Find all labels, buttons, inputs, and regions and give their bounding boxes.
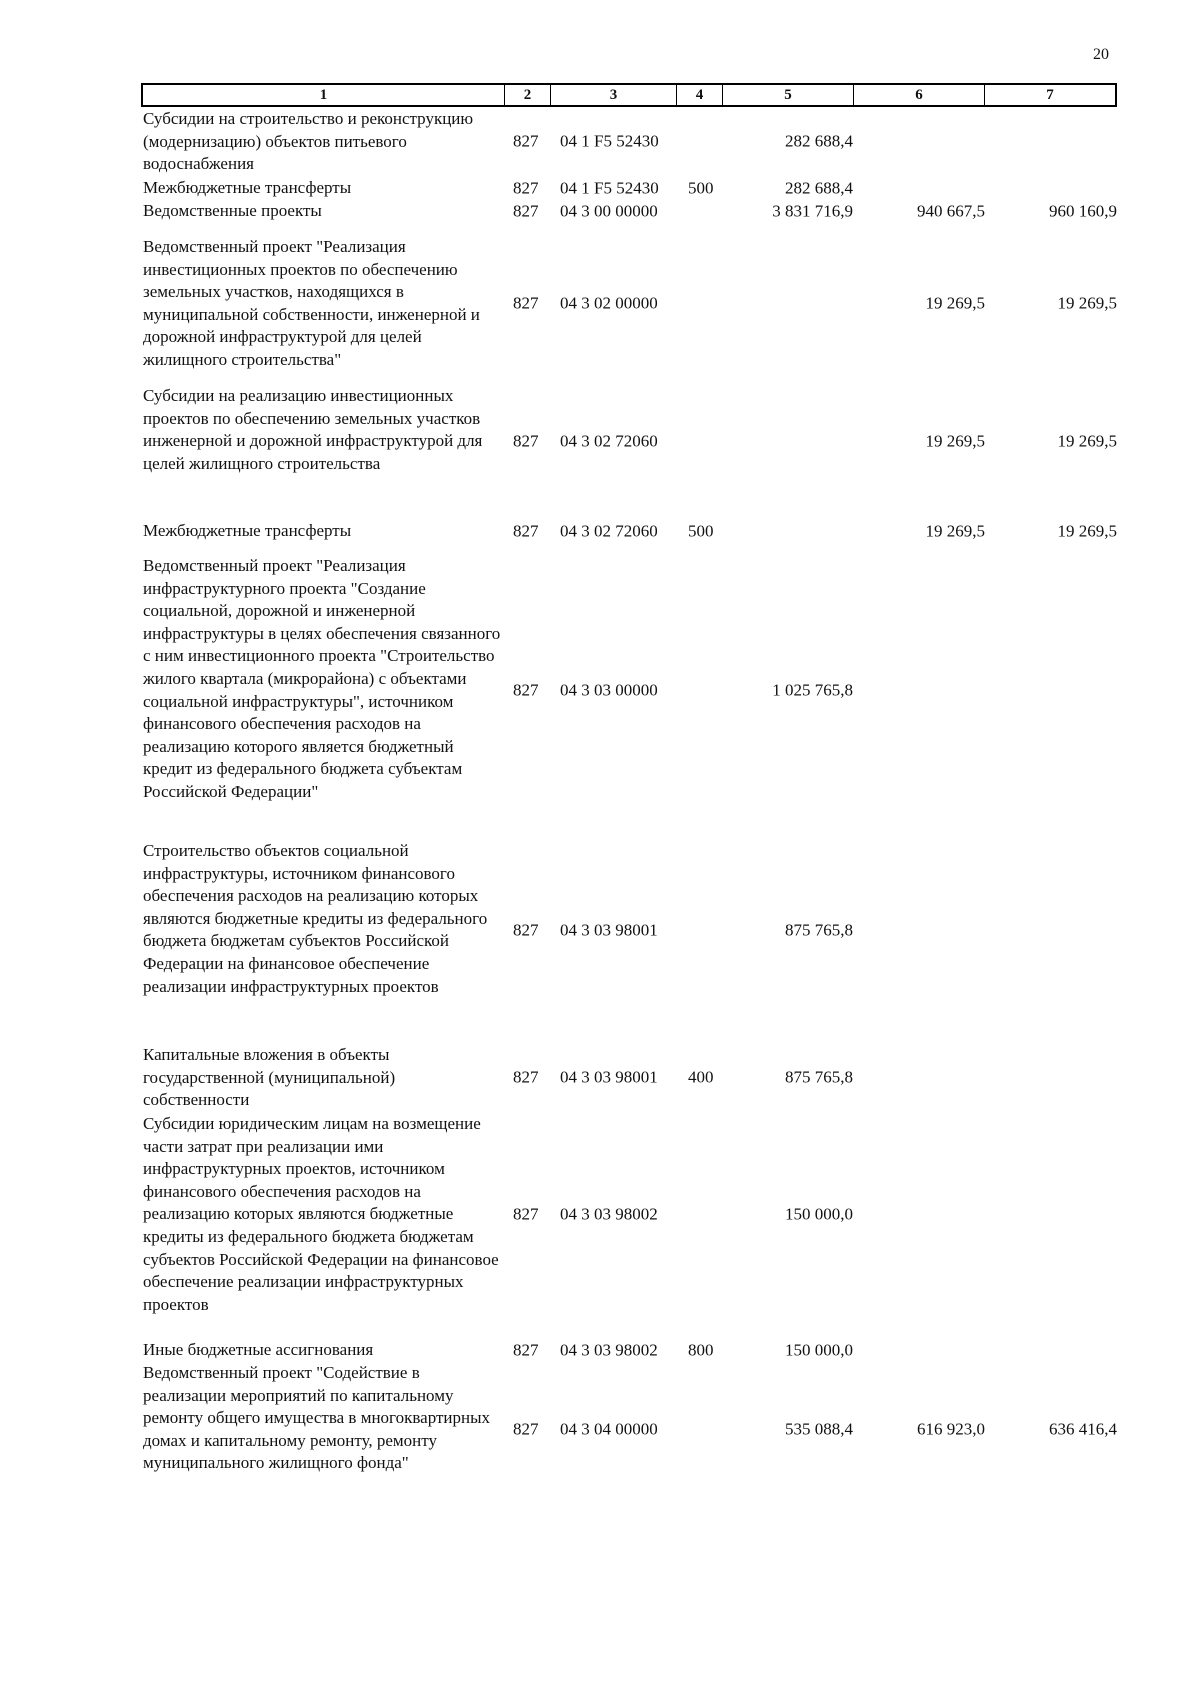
row-csr: 04 3 02 72060 xyxy=(560,521,658,541)
header-col-5: 5 xyxy=(723,85,854,105)
header-col-1: 1 xyxy=(143,85,505,105)
row-vr: 400 xyxy=(688,1067,714,1087)
row-grbs: 827 xyxy=(513,178,539,198)
row-value-5: 3 831 716,9 xyxy=(772,201,853,221)
row-csr: 04 1 F5 52430 xyxy=(560,131,659,151)
table-row xyxy=(0,200,1200,223)
row-value-5: 282 688,4 xyxy=(785,178,853,198)
row-name: Субсидии на строительство и реконструкцию (модернизацию) объектов питьевого водоснабжения xyxy=(143,109,474,174)
row-name: Субсидии на реализацию инвестиционных проектов по обеспечению земельных участков инженерной и дорожной инфраструктурой для целей жилищного строительства xyxy=(143,386,483,473)
row-csr: 04 3 03 98002 xyxy=(560,1204,658,1224)
header-col-7: 7 xyxy=(1046,87,1054,103)
row-value-7: 19 269,5 xyxy=(1057,431,1117,451)
row-csr: 04 3 03 00000 xyxy=(560,680,658,700)
table-row xyxy=(0,1339,1200,1362)
table-row xyxy=(0,236,1200,372)
row-value-5: 1 025 765,8 xyxy=(772,680,853,700)
row-value-5: 150 000,0 xyxy=(785,1340,853,1360)
row-name: Межбюджетные трансферты xyxy=(143,521,352,540)
row-csr: 04 3 03 98001 xyxy=(560,920,658,940)
row-name: Иные бюджетные ассигнования xyxy=(143,1340,374,1359)
row-value-7: 636 416,4 xyxy=(1049,1419,1117,1439)
header-col-4: 4 xyxy=(677,85,723,105)
row-value-7: 19 269,5 xyxy=(1057,521,1117,541)
row-value-5: 875 765,8 xyxy=(785,920,853,940)
table-row xyxy=(0,1113,1200,1317)
table-row xyxy=(0,555,1200,827)
row-value-6: 19 269,5 xyxy=(925,521,985,541)
row-vr: 500 xyxy=(688,521,714,541)
row-csr: 04 3 03 98002 xyxy=(560,1340,658,1360)
row-value-6: 940 667,5 xyxy=(917,201,985,221)
row-name: Строительство объектов социальной инфраструктуры, источником финансового обеспечения расходов на реализацию которых являются бюджетные кредиты из федерального бюджета бюджетам субъектов Российской Федерации на финансовое обеспечение реализации инфраструктурных проектов xyxy=(143,841,488,996)
row-csr: 04 3 00 00000 xyxy=(560,201,658,221)
row-csr: 04 3 02 72060 xyxy=(560,431,658,451)
table-row xyxy=(0,177,1200,200)
row-value-5: 875 765,8 xyxy=(785,1067,853,1087)
row-grbs: 827 xyxy=(513,1067,539,1087)
table-row xyxy=(0,108,1200,176)
row-value-6: 19 269,5 xyxy=(925,431,985,451)
table-row xyxy=(0,1362,1200,1498)
table-row xyxy=(0,385,1200,499)
header-col-6: 6 xyxy=(854,85,985,105)
row-grbs: 827 xyxy=(513,293,539,313)
header-col-3: 3 xyxy=(551,85,677,105)
row-name: Ведомственный проект "Реализация инфраструктурного проекта "Создание социальной, дорожной и инженерной инфраструктуры в целях обеспечения связанного с ним инвестиционного проекта "Строительство жилого квартала (микрорайона) с объектами социальной инфраструктуры", источником финансового обеспечения расходов на реализацию которого является бюджетный кредит из федерального бюджета субъектам Российской Федерации" xyxy=(143,556,501,801)
row-grbs: 827 xyxy=(513,131,539,151)
row-value-6: 616 923,0 xyxy=(917,1419,985,1439)
table-row xyxy=(0,520,1200,543)
row-value-5: 282 688,4 xyxy=(785,131,853,151)
row-grbs: 827 xyxy=(513,521,539,541)
row-csr: 04 3 04 00000 xyxy=(560,1419,658,1439)
row-name: Межбюджетные трансферты xyxy=(143,178,352,197)
row-vr: 500 xyxy=(688,178,714,198)
row-grbs: 827 xyxy=(513,680,539,700)
header-col-2: 2 xyxy=(505,85,551,105)
row-csr: 04 3 02 00000 xyxy=(560,293,658,313)
row-grbs: 827 xyxy=(513,431,539,451)
row-name: Ведомственный проект "Содействие в реализации мероприятий по капитальному ремонту общего имущества в многоквартирных домах и капитальному ремонту, ремонту муниципального жилищного фонда" xyxy=(143,1363,491,1473)
row-value-6: 19 269,5 xyxy=(925,293,985,313)
table-row xyxy=(0,840,1200,1022)
row-name: Субсидии юридическим лицам на возмещение части затрат при реализации ими инфраструктурных проектов, источником финансового обеспечения расходов на реализацию которых являются бюджетные кредиты из федерального бюджета бюджетам субъектов Российской Федерации на финансовое обеспечение реализации инфраструктурных проектов xyxy=(143,1114,499,1314)
row-value-7: 19 269,5 xyxy=(1057,293,1117,313)
row-csr: 04 3 03 98001 xyxy=(560,1067,658,1087)
table-row xyxy=(0,1044,1200,1112)
row-value-5: 150 000,0 xyxy=(785,1204,853,1224)
row-value-7: 960 160,9 xyxy=(1049,201,1117,221)
page-number: 20 xyxy=(1093,46,1109,63)
table-header xyxy=(141,83,1117,107)
row-grbs: 827 xyxy=(513,201,539,221)
row-grbs: 827 xyxy=(513,1340,539,1360)
row-grbs: 827 xyxy=(513,1419,539,1439)
row-grbs: 827 xyxy=(513,1204,539,1224)
row-name: Ведомственный проект "Реализация инвестиционных проектов по обеспечению земельных участков, находящихся в муниципальной собственности, инженерной и дорожной инфраструктурой для целей жилищного строительства" xyxy=(143,237,480,369)
row-name: Капитальные вложения в объекты государственной (муниципальной) собственности xyxy=(143,1045,396,1110)
row-name: Ведомственные проекты xyxy=(143,201,322,220)
row-grbs: 827 xyxy=(513,920,539,940)
row-csr: 04 1 F5 52430 xyxy=(560,178,659,198)
row-value-5: 535 088,4 xyxy=(785,1419,853,1439)
row-vr: 800 xyxy=(688,1340,714,1360)
